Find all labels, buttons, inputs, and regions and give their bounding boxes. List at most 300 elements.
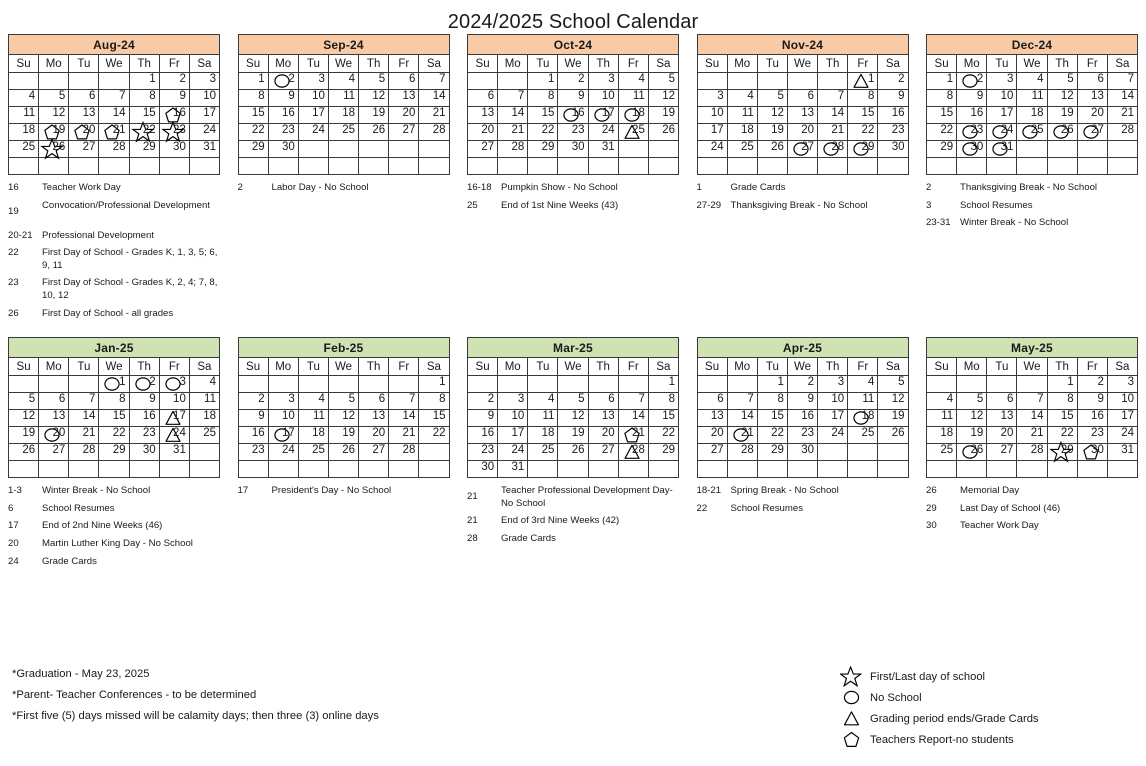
- calendar-day-cell[interactable]: [697, 90, 727, 107]
- calendar-day-cell[interactable]: [1077, 444, 1107, 461]
- calendar-day-cell[interactable]: [468, 124, 498, 141]
- calendar-day-cell[interactable]: [298, 90, 328, 107]
- calendar-day-cell[interactable]: [787, 107, 817, 124]
- calendar-day-cell[interactable]: [588, 444, 618, 461]
- calendar-day-cell[interactable]: [528, 107, 558, 124]
- calendar-day-cell[interactable]: [159, 444, 189, 461]
- calendar-day-cell[interactable]: [1077, 124, 1107, 141]
- calendar-day-cell[interactable]: [159, 427, 189, 444]
- calendar-day-cell[interactable]: [757, 427, 787, 444]
- calendar-day-cell[interactable]: [129, 141, 159, 158]
- calendar-day-cell[interactable]: [129, 376, 159, 393]
- calendar-day-cell[interactable]: [927, 141, 957, 158]
- calendar-day-cell[interactable]: [328, 107, 358, 124]
- calendar-day-cell[interactable]: [99, 393, 129, 410]
- calendar-day-cell[interactable]: [298, 444, 328, 461]
- calendar-day-cell[interactable]: [1107, 124, 1137, 141]
- calendar-day-cell[interactable]: [1107, 73, 1137, 90]
- calendar-day-cell[interactable]: [1077, 376, 1107, 393]
- calendar-day-cell[interactable]: [558, 427, 588, 444]
- calendar-day-cell[interactable]: [558, 107, 588, 124]
- calendar-day-cell[interactable]: [727, 90, 757, 107]
- calendar-day-cell[interactable]: [298, 393, 328, 410]
- calendar-day-cell[interactable]: [238, 73, 268, 90]
- calendar-day-cell[interactable]: [1077, 107, 1107, 124]
- calendar-day-cell[interactable]: [1107, 90, 1137, 107]
- calendar-day-cell[interactable]: [468, 90, 498, 107]
- calendar-day-cell[interactable]: [588, 124, 618, 141]
- calendar-day-cell[interactable]: [987, 90, 1017, 107]
- calendar-day-cell[interactable]: [588, 393, 618, 410]
- calendar-day-cell[interactable]: [818, 376, 848, 393]
- calendar-day-cell[interactable]: [957, 427, 987, 444]
- calendar-day-cell[interactable]: [618, 90, 648, 107]
- calendar-day-cell[interactable]: [129, 90, 159, 107]
- calendar-day-cell[interactable]: [848, 107, 878, 124]
- calendar-day-cell[interactable]: [468, 410, 498, 427]
- calendar-day-cell[interactable]: [558, 410, 588, 427]
- calendar-day-cell[interactable]: [9, 90, 39, 107]
- calendar-day-cell[interactable]: [419, 90, 449, 107]
- calendar-day-cell[interactable]: [129, 107, 159, 124]
- calendar-day-cell[interactable]: [618, 73, 648, 90]
- calendar-day-cell[interactable]: [848, 376, 878, 393]
- calendar-day-cell[interactable]: [39, 107, 69, 124]
- calendar-day-cell[interactable]: [498, 461, 528, 478]
- calendar-day-cell[interactable]: [927, 410, 957, 427]
- calendar-day-cell[interactable]: [818, 90, 848, 107]
- calendar-day-cell[interactable]: [1017, 124, 1047, 141]
- calendar-day-cell[interactable]: [268, 393, 298, 410]
- calendar-day-cell[interactable]: [818, 393, 848, 410]
- calendar-day-cell[interactable]: [419, 124, 449, 141]
- calendar-day-cell[interactable]: [268, 73, 298, 90]
- calendar-day-cell[interactable]: [468, 141, 498, 158]
- calendar-day-cell[interactable]: [498, 90, 528, 107]
- calendar-day-cell[interactable]: [159, 124, 189, 141]
- calendar-day-cell[interactable]: [69, 124, 99, 141]
- calendar-day-cell[interactable]: [389, 393, 419, 410]
- calendar-day-cell[interactable]: [468, 107, 498, 124]
- calendar-day-cell[interactable]: [1077, 90, 1107, 107]
- calendar-day-cell[interactable]: [39, 90, 69, 107]
- calendar-day-cell[interactable]: [1017, 410, 1047, 427]
- calendar-day-cell[interactable]: [848, 410, 878, 427]
- calendar-day-cell[interactable]: [238, 393, 268, 410]
- calendar-day-cell[interactable]: [727, 444, 757, 461]
- calendar-day-cell[interactable]: [189, 124, 219, 141]
- calendar-day-cell[interactable]: [848, 124, 878, 141]
- calendar-day-cell[interactable]: [39, 444, 69, 461]
- calendar-day-cell[interactable]: [987, 141, 1017, 158]
- calendar-day-cell[interactable]: [957, 90, 987, 107]
- calendar-day-cell[interactable]: [1047, 124, 1077, 141]
- calendar-day-cell[interactable]: [1077, 427, 1107, 444]
- calendar-day-cell[interactable]: [359, 393, 389, 410]
- calendar-day-cell[interactable]: [189, 393, 219, 410]
- calendar-day-cell[interactable]: [359, 124, 389, 141]
- calendar-day-cell[interactable]: [268, 444, 298, 461]
- calendar-day-cell[interactable]: [268, 427, 298, 444]
- calendar-day-cell[interactable]: [1047, 107, 1077, 124]
- calendar-day-cell[interactable]: [848, 90, 878, 107]
- calendar-day-cell[interactable]: [588, 107, 618, 124]
- calendar-day-cell[interactable]: [328, 410, 358, 427]
- calendar-day-cell[interactable]: [558, 90, 588, 107]
- calendar-day-cell[interactable]: [1017, 393, 1047, 410]
- calendar-day-cell[interactable]: [618, 393, 648, 410]
- calendar-day-cell[interactable]: [359, 410, 389, 427]
- calendar-day-cell[interactable]: [528, 393, 558, 410]
- calendar-day-cell[interactable]: [189, 410, 219, 427]
- calendar-day-cell[interactable]: [987, 124, 1017, 141]
- calendar-day-cell[interactable]: [787, 444, 817, 461]
- calendar-day-cell[interactable]: [238, 410, 268, 427]
- calendar-day-cell[interactable]: [648, 90, 678, 107]
- calendar-day-cell[interactable]: [238, 90, 268, 107]
- calendar-day-cell[interactable]: [987, 410, 1017, 427]
- calendar-day-cell[interactable]: [787, 90, 817, 107]
- calendar-day-cell[interactable]: [648, 444, 678, 461]
- calendar-day-cell[interactable]: [69, 393, 99, 410]
- calendar-day-cell[interactable]: [618, 107, 648, 124]
- calendar-day-cell[interactable]: [1107, 444, 1137, 461]
- calendar-day-cell[interactable]: [1047, 410, 1077, 427]
- calendar-day-cell[interactable]: [818, 427, 848, 444]
- calendar-day-cell[interactable]: [957, 107, 987, 124]
- calendar-day-cell[interactable]: [588, 410, 618, 427]
- calendar-day-cell[interactable]: [927, 107, 957, 124]
- calendar-day-cell[interactable]: [129, 427, 159, 444]
- calendar-day-cell[interactable]: [648, 376, 678, 393]
- calendar-day-cell[interactable]: [957, 410, 987, 427]
- calendar-day-cell[interactable]: [159, 107, 189, 124]
- calendar-day-cell[interactable]: [818, 410, 848, 427]
- calendar-day-cell[interactable]: [787, 393, 817, 410]
- calendar-day-cell[interactable]: [9, 410, 39, 427]
- calendar-day-cell[interactable]: [757, 124, 787, 141]
- calendar-day-cell[interactable]: [987, 444, 1017, 461]
- calendar-day-cell[interactable]: [927, 124, 957, 141]
- calendar-day-cell[interactable]: [697, 410, 727, 427]
- calendar-day-cell[interactable]: [328, 444, 358, 461]
- calendar-day-cell[interactable]: [878, 107, 908, 124]
- calendar-day-cell[interactable]: [927, 427, 957, 444]
- calendar-day-cell[interactable]: [787, 410, 817, 427]
- calendar-day-cell[interactable]: [498, 141, 528, 158]
- calendar-day-cell[interactable]: [558, 73, 588, 90]
- calendar-day-cell[interactable]: [558, 124, 588, 141]
- calendar-day-cell[interactable]: [129, 124, 159, 141]
- calendar-day-cell[interactable]: [878, 90, 908, 107]
- calendar-day-cell[interactable]: [787, 124, 817, 141]
- calendar-day-cell[interactable]: [558, 393, 588, 410]
- calendar-day-cell[interactable]: [528, 73, 558, 90]
- calendar-day-cell[interactable]: [957, 444, 987, 461]
- calendar-day-cell[interactable]: [697, 141, 727, 158]
- calendar-day-cell[interactable]: [987, 427, 1017, 444]
- calendar-day-cell[interactable]: [129, 393, 159, 410]
- calendar-day-cell[interactable]: [129, 73, 159, 90]
- calendar-day-cell[interactable]: [1077, 393, 1107, 410]
- calendar-day-cell[interactable]: [957, 393, 987, 410]
- calendar-day-cell[interactable]: [1017, 107, 1047, 124]
- calendar-day-cell[interactable]: [189, 90, 219, 107]
- calendar-day-cell[interactable]: [498, 427, 528, 444]
- calendar-day-cell[interactable]: [129, 444, 159, 461]
- calendar-day-cell[interactable]: [69, 427, 99, 444]
- calendar-day-cell[interactable]: [528, 124, 558, 141]
- calendar-day-cell[interactable]: [189, 107, 219, 124]
- calendar-day-cell[interactable]: [878, 124, 908, 141]
- calendar-day-cell[interactable]: [648, 73, 678, 90]
- calendar-day-cell[interactable]: [1017, 90, 1047, 107]
- calendar-day-cell[interactable]: [268, 107, 298, 124]
- calendar-day-cell[interactable]: [298, 124, 328, 141]
- calendar-day-cell[interactable]: [878, 393, 908, 410]
- calendar-day-cell[interactable]: [389, 107, 419, 124]
- calendar-day-cell[interactable]: [1107, 107, 1137, 124]
- calendar-day-cell[interactable]: [389, 444, 419, 461]
- calendar-day-cell[interactable]: [468, 461, 498, 478]
- calendar-day-cell[interactable]: [927, 444, 957, 461]
- calendar-day-cell[interactable]: [528, 427, 558, 444]
- calendar-day-cell[interactable]: [298, 427, 328, 444]
- calendar-day-cell[interactable]: [238, 141, 268, 158]
- calendar-day-cell[interactable]: [697, 124, 727, 141]
- calendar-day-cell[interactable]: [468, 427, 498, 444]
- calendar-day-cell[interactable]: [9, 107, 39, 124]
- calendar-day-cell[interactable]: [1107, 376, 1137, 393]
- calendar-day-cell[interactable]: [787, 376, 817, 393]
- calendar-day-cell[interactable]: [498, 107, 528, 124]
- calendar-day-cell[interactable]: [1047, 90, 1077, 107]
- calendar-day-cell[interactable]: [9, 124, 39, 141]
- calendar-day-cell[interactable]: [957, 124, 987, 141]
- calendar-day-cell[interactable]: [268, 124, 298, 141]
- calendar-day-cell[interactable]: [189, 73, 219, 90]
- calendar-day-cell[interactable]: [1077, 73, 1107, 90]
- calendar-day-cell[interactable]: [1107, 410, 1137, 427]
- calendar-day-cell[interactable]: [727, 393, 757, 410]
- calendar-day-cell[interactable]: [957, 73, 987, 90]
- calendar-day-cell[interactable]: [159, 376, 189, 393]
- calendar-day-cell[interactable]: [1017, 73, 1047, 90]
- calendar-day-cell[interactable]: [618, 410, 648, 427]
- calendar-day-cell[interactable]: [588, 90, 618, 107]
- calendar-day-cell[interactable]: [618, 444, 648, 461]
- calendar-day-cell[interactable]: [99, 107, 129, 124]
- calendar-day-cell[interactable]: [159, 410, 189, 427]
- calendar-day-cell[interactable]: [69, 107, 99, 124]
- calendar-day-cell[interactable]: [419, 73, 449, 90]
- calendar-day-cell[interactable]: [727, 410, 757, 427]
- calendar-day-cell[interactable]: [328, 90, 358, 107]
- calendar-day-cell[interactable]: [99, 427, 129, 444]
- calendar-day-cell[interactable]: [359, 427, 389, 444]
- calendar-day-cell[interactable]: [528, 90, 558, 107]
- calendar-day-cell[interactable]: [268, 90, 298, 107]
- calendar-day-cell[interactable]: [697, 107, 727, 124]
- calendar-day-cell[interactable]: [727, 124, 757, 141]
- calendar-day-cell[interactable]: [389, 124, 419, 141]
- calendar-day-cell[interactable]: [1047, 393, 1077, 410]
- calendar-day-cell[interactable]: [757, 90, 787, 107]
- calendar-day-cell[interactable]: [328, 124, 358, 141]
- calendar-day-cell[interactable]: [757, 393, 787, 410]
- calendar-day-cell[interactable]: [69, 444, 99, 461]
- calendar-day-cell[interactable]: [727, 141, 757, 158]
- calendar-day-cell[interactable]: [359, 107, 389, 124]
- calendar-day-cell[interactable]: [848, 427, 878, 444]
- calendar-day-cell[interactable]: [648, 410, 678, 427]
- calendar-day-cell[interactable]: [727, 107, 757, 124]
- calendar-day-cell[interactable]: [757, 410, 787, 427]
- calendar-day-cell[interactable]: [159, 393, 189, 410]
- calendar-day-cell[interactable]: [39, 124, 69, 141]
- calendar-day-cell[interactable]: [389, 90, 419, 107]
- calendar-day-cell[interactable]: [419, 410, 449, 427]
- calendar-day-cell[interactable]: [818, 141, 848, 158]
- calendar-day-cell[interactable]: [878, 73, 908, 90]
- calendar-day-cell[interactable]: [9, 393, 39, 410]
- calendar-day-cell[interactable]: [697, 393, 727, 410]
- calendar-day-cell[interactable]: [927, 90, 957, 107]
- calendar-day-cell[interactable]: [528, 410, 558, 427]
- calendar-day-cell[interactable]: [238, 427, 268, 444]
- calendar-day-cell[interactable]: [818, 107, 848, 124]
- calendar-day-cell[interactable]: [757, 376, 787, 393]
- calendar-day-cell[interactable]: [528, 444, 558, 461]
- calendar-day-cell[interactable]: [588, 427, 618, 444]
- calendar-day-cell[interactable]: [419, 376, 449, 393]
- calendar-day-cell[interactable]: [757, 444, 787, 461]
- calendar-day-cell[interactable]: [498, 393, 528, 410]
- calendar-day-cell[interactable]: [987, 73, 1017, 90]
- calendar-day-cell[interactable]: [99, 90, 129, 107]
- calendar-day-cell[interactable]: [878, 410, 908, 427]
- calendar-day-cell[interactable]: [298, 410, 328, 427]
- calendar-day-cell[interactable]: [848, 393, 878, 410]
- calendar-day-cell[interactable]: [99, 141, 129, 158]
- calendar-day-cell[interactable]: [878, 141, 908, 158]
- calendar-day-cell[interactable]: [69, 90, 99, 107]
- calendar-day-cell[interactable]: [648, 107, 678, 124]
- calendar-day-cell[interactable]: [238, 124, 268, 141]
- calendar-day-cell[interactable]: [618, 124, 648, 141]
- calendar-day-cell[interactable]: [1047, 376, 1077, 393]
- calendar-day-cell[interactable]: [9, 444, 39, 461]
- calendar-day-cell[interactable]: [618, 427, 648, 444]
- calendar-day-cell[interactable]: [648, 393, 678, 410]
- calendar-day-cell[interactable]: [1047, 73, 1077, 90]
- calendar-day-cell[interactable]: [957, 141, 987, 158]
- calendar-day-cell[interactable]: [818, 124, 848, 141]
- calendar-day-cell[interactable]: [787, 141, 817, 158]
- calendar-day-cell[interactable]: [588, 141, 618, 158]
- calendar-day-cell[interactable]: [498, 444, 528, 461]
- calendar-day-cell[interactable]: [419, 427, 449, 444]
- calendar-day-cell[interactable]: [99, 376, 129, 393]
- calendar-day-cell[interactable]: [268, 141, 298, 158]
- calendar-day-cell[interactable]: [298, 107, 328, 124]
- calendar-day-cell[interactable]: [268, 410, 298, 427]
- calendar-day-cell[interactable]: [39, 427, 69, 444]
- calendar-day-cell[interactable]: [298, 73, 328, 90]
- calendar-day-cell[interactable]: [878, 376, 908, 393]
- calendar-day-cell[interactable]: [987, 107, 1017, 124]
- calendar-day-cell[interactable]: [757, 141, 787, 158]
- calendar-day-cell[interactable]: [848, 73, 878, 90]
- calendar-day-cell[interactable]: [69, 410, 99, 427]
- calendar-day-cell[interactable]: [389, 73, 419, 90]
- calendar-day-cell[interactable]: [419, 107, 449, 124]
- calendar-day-cell[interactable]: [697, 444, 727, 461]
- calendar-day-cell[interactable]: [848, 141, 878, 158]
- calendar-day-cell[interactable]: [389, 427, 419, 444]
- calendar-day-cell[interactable]: [99, 124, 129, 141]
- calendar-day-cell[interactable]: [1077, 410, 1107, 427]
- calendar-day-cell[interactable]: [328, 393, 358, 410]
- calendar-day-cell[interactable]: [99, 444, 129, 461]
- calendar-day-cell[interactable]: [558, 141, 588, 158]
- calendar-day-cell[interactable]: [468, 393, 498, 410]
- calendar-day-cell[interactable]: [1107, 427, 1137, 444]
- calendar-day-cell[interactable]: [648, 124, 678, 141]
- calendar-day-cell[interactable]: [9, 427, 39, 444]
- calendar-day-cell[interactable]: [648, 427, 678, 444]
- calendar-day-cell[interactable]: [419, 393, 449, 410]
- calendar-day-cell[interactable]: [1047, 444, 1077, 461]
- calendar-day-cell[interactable]: [99, 410, 129, 427]
- calendar-day-cell[interactable]: [1047, 427, 1077, 444]
- calendar-day-cell[interactable]: [159, 141, 189, 158]
- calendar-day-cell[interactable]: [359, 444, 389, 461]
- calendar-day-cell[interactable]: [238, 107, 268, 124]
- calendar-day-cell[interactable]: [927, 73, 957, 90]
- calendar-day-cell[interactable]: [159, 90, 189, 107]
- calendar-day-cell[interactable]: [328, 427, 358, 444]
- calendar-day-cell[interactable]: [159, 73, 189, 90]
- calendar-day-cell[interactable]: [498, 124, 528, 141]
- calendar-day-cell[interactable]: [878, 427, 908, 444]
- calendar-day-cell[interactable]: [498, 410, 528, 427]
- calendar-day-cell[interactable]: [189, 141, 219, 158]
- calendar-day-cell[interactable]: [189, 376, 219, 393]
- calendar-day-cell[interactable]: [189, 427, 219, 444]
- calendar-day-cell[interactable]: [1017, 444, 1047, 461]
- calendar-day-cell[interactable]: [757, 107, 787, 124]
- calendar-day-cell[interactable]: [69, 141, 99, 158]
- calendar-day-cell[interactable]: [359, 90, 389, 107]
- calendar-day-cell[interactable]: [39, 393, 69, 410]
- calendar-day-cell[interactable]: [528, 141, 558, 158]
- calendar-day-cell[interactable]: [238, 444, 268, 461]
- calendar-day-cell[interactable]: [9, 141, 39, 158]
- calendar-day-cell[interactable]: [727, 427, 757, 444]
- calendar-day-cell[interactable]: [39, 141, 69, 158]
- calendar-day-cell[interactable]: [987, 393, 1017, 410]
- calendar-day-cell[interactable]: [39, 410, 69, 427]
- calendar-day-cell[interactable]: [588, 73, 618, 90]
- calendar-day-cell[interactable]: [787, 427, 817, 444]
- calendar-day-cell[interactable]: [697, 427, 727, 444]
- calendar-day-cell[interactable]: [359, 73, 389, 90]
- calendar-day-cell[interactable]: [1017, 427, 1047, 444]
- calendar-day-cell[interactable]: [328, 73, 358, 90]
- calendar-day-cell[interactable]: [468, 444, 498, 461]
- calendar-day-cell[interactable]: [558, 444, 588, 461]
